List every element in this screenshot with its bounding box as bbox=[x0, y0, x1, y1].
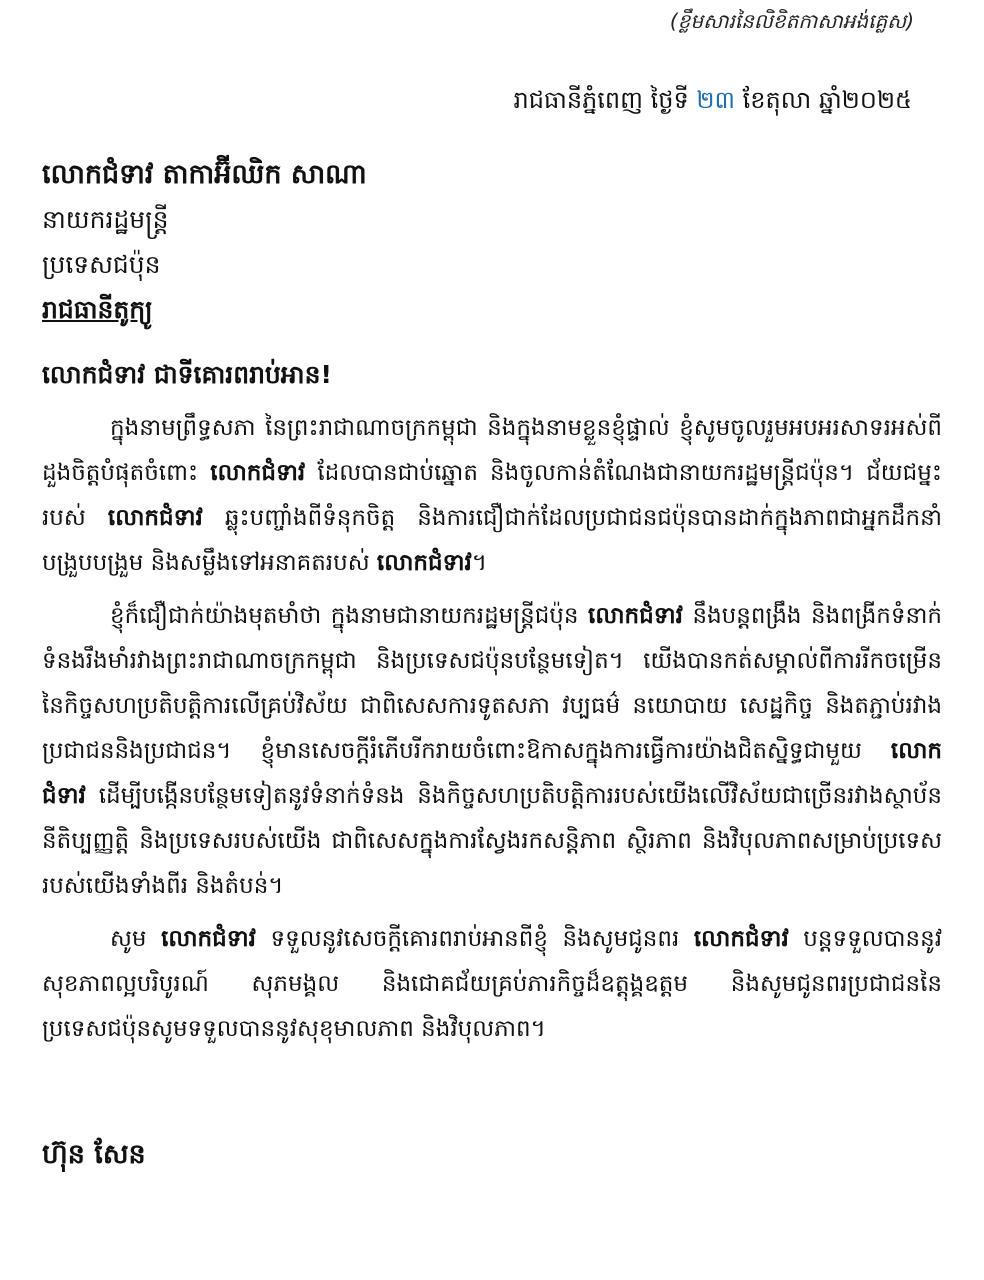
paragraph-text: សូម bbox=[110, 926, 162, 952]
paragraph-text: ។ bbox=[471, 550, 487, 576]
honorific: លោកជំទាវ bbox=[376, 550, 472, 576]
honorific: លោកជំទាវ bbox=[693, 926, 789, 952]
recipient-country: ប្រទេសជប៉ុន bbox=[42, 250, 161, 279]
salutation: លោកជំទាវ ជាទីគោរពរាប់អាន! bbox=[42, 360, 332, 389]
honorific: លោកជំទាវ bbox=[588, 603, 683, 629]
date-prefix: រាជធានីភ្នំពេញ ថ្ងៃទី bbox=[513, 86, 697, 114]
recipient-city: រាជធានីតូក្យូ bbox=[42, 295, 153, 324]
paragraph-text: ដែលបានជាប់ឆ្នោត និងចូលកាន់តំណែងជានាយករដ្ឋមន្ត្រីជប៉ុន។ ជ័យជម្នះរបស់ bbox=[42, 460, 942, 531]
translation-note: (ខ្លឹមសារនៃលិខិតកាសាអង់គ្លេស) bbox=[669, 9, 914, 33]
signature-name: ហ៊ុន សែន bbox=[42, 1139, 146, 1170]
recipient-title: នាយករដ្ឋមន្ត្រី bbox=[42, 205, 169, 234]
recipient-name: លោកជំទាវ តាកាអ៊ីឈិក សាណា bbox=[42, 159, 367, 190]
honorific: លោកជំទាវ bbox=[42, 738, 942, 809]
paragraph-text: ទទួលនូវសេចក្តីគោរពរាប់អានពីខ្ញុំ និងសូមជូនពរ bbox=[255, 926, 694, 952]
paragraph-text: ឆ្លុះបញ្ចាំងពីទំនុកចិត្ត និងការជឿជាក់ដែលប្រជាជនជប៉ុនបានដាក់ក្នុងភាពជាអ្នកដឹកនាំបង្រួបបង្រួម និងសម្លឹងទៅអនាគតរបស់ bbox=[42, 505, 942, 576]
paragraph-text: ខ្ញុំក៏ជឿជាក់យ៉ាងមុតមាំថា ក្នុងនាមជានាយករដ្ឋមន្ត្រីជប៉ុន bbox=[110, 603, 589, 629]
honorific: លោកជំទាវ bbox=[107, 505, 203, 531]
letter-date bbox=[514, 82, 913, 118]
paragraph-1 bbox=[42, 406, 942, 586]
paragraph-text: ក្នុងនាមព្រឹទ្ធសភា នៃព្រះរាជាណាចក្រកម្ពុជា និងក្នុងនាមខ្លួនខ្ញុំផ្ទាល់ ខ្ញុំសូមចូលរួមអបអរសាទរអស់ពីដួងចិត្តបំផុតចំពោះ bbox=[42, 415, 942, 486]
honorific: លោកជំទាវ bbox=[161, 926, 256, 952]
paragraph-text: នឹងបន្តពង្រឹង និងពង្រីកទំនាក់ទំនងរឹងមាំរវាងព្រះរាជាណាចក្រកម្ពុជា និងប្រទេសជប៉ុនបន្ថែមទៀត។ យើងបានកត់សម្គាល់ពីការរីកចម្រើន នៃកិច្ចសហប្រតិបត្តិការលើគ្រប់វិស័យ ជាពិសេសការទូតសភា វប្បធម៌ នយោបាយ សេដ្ឋកិច្ច និងតភ្ជាប់រវាងប្រជាជននិងប្រជាជន។ ខ្ញុំមានសេចក្តីរំភើបរីករាយចំពោះឱកាសក្នុងការធ្វើការយ៉ាងជិតស្និទ្ធជាមួយ bbox=[42, 603, 942, 764]
paragraph-3 bbox=[42, 917, 942, 1052]
date-suffix: ខែតុលា ឆ្នាំ២០២៥ bbox=[735, 86, 912, 114]
paragraph-2 bbox=[42, 594, 942, 909]
honorific: លោកជំទាវ bbox=[210, 460, 306, 486]
recipient-block bbox=[42, 152, 367, 332]
paragraph-text: បន្តទទួលបាននូវសុខភាពល្អបរិបូរណ៍ សុភមង្គល និងជោគជ័យគ្រប់ភារកិច្ចដ៏ឧត្តុង្គឧត្តម និងសូមជូនពរប្រជាជននៃប្រទេសជប៉ុនសូមទទួលបាននូវសុខុមាលភាព និងវិបុលភាព។ bbox=[42, 926, 943, 1042]
date-day: ២៣ bbox=[696, 86, 736, 114]
letter-body bbox=[42, 406, 942, 1060]
paragraph-text: ដើម្បីបង្កើនបន្ថែមទៀតនូវទំនាក់ទំនង និងកិច្ចសហប្រតិបត្តិការរបស់យើងលើវិស័យជាច្រើនរវាងស្ថាប័ននីតិប្បញ្ញត្តិ និងប្រទេសរបស់យើង ជាពិសេសក្នុងការស្វែងរកសន្តិភាព ស្ថិរភាព និងវិបុលភាពសម្រាប់ប្រទេសរបស់យើងទាំងពីរ និងតំបន់។ bbox=[42, 783, 942, 899]
